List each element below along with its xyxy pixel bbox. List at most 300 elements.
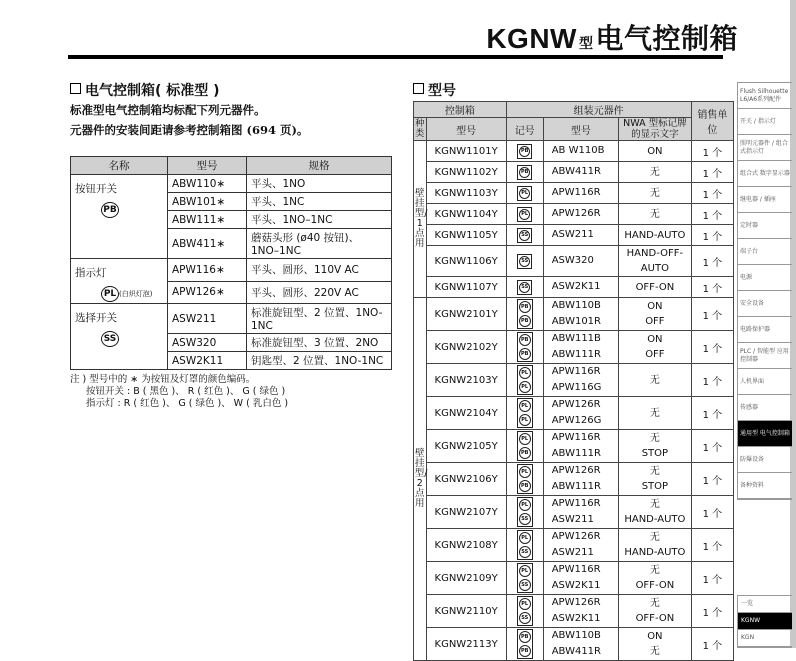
part-cell bbox=[543, 496, 618, 529]
unit-cell: 1 个 bbox=[691, 562, 733, 595]
group-name-cell bbox=[71, 175, 168, 259]
head-category: 种类 bbox=[415, 119, 425, 139]
sidebar-item[interactable]: 继电器 / 插座 bbox=[738, 187, 792, 213]
symbol-pb-icon: PB bbox=[519, 315, 531, 327]
part-model: APW126R bbox=[551, 399, 601, 410]
spec-cell: 标准旋钮型、3 位置、2NO bbox=[247, 334, 392, 352]
model-cell: ASW2K11 bbox=[168, 352, 247, 370]
display-text: STOP bbox=[641, 481, 669, 492]
sidebar-item[interactable]: 定时器 bbox=[738, 213, 792, 239]
symbol-cell bbox=[506, 628, 543, 661]
part-cell bbox=[543, 277, 618, 298]
symbol-wrap bbox=[101, 331, 163, 347]
spec-cell: 平头、1NC bbox=[247, 193, 392, 211]
model-cell: APW116∗ bbox=[168, 259, 247, 282]
note-line: 指示灯 : R ( 红色 )、 G ( 绿色 )、 W ( 乳白色 ) bbox=[86, 398, 289, 409]
part-cell bbox=[543, 225, 618, 246]
models-title-text: 型号 bbox=[428, 83, 456, 99]
symbol-pb-icon: PB bbox=[519, 334, 531, 346]
symbol-cell bbox=[506, 364, 543, 397]
part-model: ABW411R bbox=[551, 646, 601, 657]
part-model: ASW2K11 bbox=[551, 613, 601, 624]
symbol-pb-icon: PB bbox=[519, 645, 531, 657]
display-text-cell bbox=[619, 204, 692, 225]
table-row bbox=[414, 496, 734, 529]
table-row bbox=[414, 562, 734, 595]
symbol-pb-icon: PB bbox=[519, 146, 530, 157]
unit-cell: 1 个 bbox=[691, 331, 733, 364]
display-text-cell bbox=[619, 496, 692, 529]
symbol-stack bbox=[517, 530, 533, 560]
unit-cell: 1 个 bbox=[691, 225, 733, 246]
table-row bbox=[414, 628, 734, 661]
symbol-pl-icon: PL bbox=[519, 499, 531, 511]
unit-cell: 1 个 bbox=[691, 430, 733, 463]
model-cell: ABW110∗ bbox=[168, 175, 247, 193]
unit-cell: 1 个 bbox=[691, 463, 733, 496]
unit-cell: 1 个 bbox=[691, 529, 733, 562]
model-cell: KGNW2109Y bbox=[426, 562, 506, 595]
standard-section bbox=[70, 82, 390, 410]
symbol-pl-icon: PL bbox=[519, 209, 530, 220]
display-text: 无 bbox=[649, 407, 660, 419]
display-text: OFF bbox=[645, 316, 665, 327]
category-cell bbox=[414, 141, 427, 298]
part-model: APW116R bbox=[551, 187, 601, 198]
model-cell: ABW111∗ bbox=[168, 211, 247, 229]
symbol-note: (白炽灯泡) bbox=[119, 290, 153, 298]
model-cell: KGNW1106Y bbox=[426, 246, 506, 277]
unit-cell: 1 个 bbox=[691, 364, 733, 397]
symbol-pb-icon: PB bbox=[519, 301, 531, 313]
symbol-pl-icon: PL bbox=[519, 565, 531, 577]
model-cell: KGNW2108Y bbox=[426, 529, 506, 562]
display-text: OFF bbox=[645, 349, 665, 360]
display-text-cell bbox=[619, 595, 692, 628]
symbol-stack bbox=[517, 464, 533, 494]
symbol-cell bbox=[506, 595, 543, 628]
display-text: 无 bbox=[649, 598, 660, 609]
part-cell bbox=[543, 162, 618, 183]
part-cell bbox=[543, 364, 618, 397]
unit-cell: 1 个 bbox=[691, 628, 733, 661]
symbol-stack bbox=[517, 563, 533, 593]
symbol-pb-icon: PB bbox=[519, 167, 530, 178]
symbol-cell bbox=[506, 298, 543, 331]
part-model: APW116R bbox=[551, 432, 601, 443]
model-cell: KGNW2104Y bbox=[426, 397, 506, 430]
standard-para-1: 标准型电气控制箱均标配下列元器件。 bbox=[70, 103, 266, 117]
symbol-ss-icon: SS bbox=[519, 282, 530, 293]
part-model: ABW111R bbox=[551, 448, 601, 459]
standard-section-title bbox=[70, 82, 390, 100]
model-cell: KGNW2105Y bbox=[426, 430, 506, 463]
sidebar-item[interactable]: 备种资料 bbox=[738, 473, 792, 499]
symbol-pl-icon: PL bbox=[519, 433, 531, 445]
spec-cell: 平头、圆形、220V AC bbox=[247, 281, 392, 304]
unit-cell: 1 个 bbox=[691, 204, 733, 225]
part-cell bbox=[543, 529, 618, 562]
symbol-stack bbox=[517, 497, 533, 527]
sidebar-item[interactable]: 电路保护器 bbox=[738, 317, 792, 343]
title-main: KGNW bbox=[486, 23, 577, 54]
symbol-cell bbox=[506, 463, 543, 496]
spec-cell: 平头、圆形、110V AC bbox=[247, 259, 392, 282]
sidebar-subitem[interactable]: 一览 bbox=[738, 596, 792, 613]
sidebar-item[interactable]: 人机界面 bbox=[738, 369, 792, 395]
table-row bbox=[414, 204, 734, 225]
display-text-cell bbox=[619, 225, 692, 246]
display-text: 无 bbox=[649, 208, 660, 220]
display-text-cell bbox=[619, 397, 692, 430]
symbol-ss-icon: SS bbox=[101, 331, 119, 347]
standard-para-2: 元器件的安装间距请参考控制箱图 (694 页)。 bbox=[70, 123, 309, 137]
symbol-box bbox=[517, 280, 532, 295]
table-row bbox=[414, 246, 734, 277]
model-cell: ASW320 bbox=[168, 334, 247, 352]
models-section-title bbox=[413, 82, 735, 100]
display-text: 无 bbox=[649, 466, 660, 477]
symbol-stack bbox=[517, 299, 533, 329]
part-model: APW116G bbox=[551, 382, 602, 393]
symbol-cell bbox=[506, 529, 543, 562]
part-model: APW126G bbox=[551, 415, 602, 426]
symbol-pl-icon: PL bbox=[519, 188, 530, 199]
part-model: ASW2K11 bbox=[551, 281, 601, 292]
head-unit: 销售单位 bbox=[691, 102, 733, 141]
display-text: OFF-ON bbox=[635, 580, 675, 591]
group-name: 选择开关 bbox=[75, 312, 117, 324]
part-cell bbox=[543, 246, 618, 277]
part-model: APW126R bbox=[551, 597, 601, 608]
display-text: ON bbox=[647, 145, 663, 157]
sidebar-item[interactable]: PLC / 智能型 应用控制器 bbox=[738, 343, 792, 369]
part-cell bbox=[543, 463, 618, 496]
symbol-pb-icon: PB bbox=[519, 447, 531, 459]
display-text-cell bbox=[619, 183, 692, 204]
symbol-box bbox=[517, 144, 532, 159]
unit-cell: 1 个 bbox=[691, 141, 733, 162]
display-text: 无 bbox=[649, 166, 660, 178]
symbol-pb-icon: PB bbox=[519, 348, 531, 360]
model-cell: KGNW2106Y bbox=[426, 463, 506, 496]
part-model: ASW320 bbox=[551, 255, 594, 266]
symbol-cell bbox=[506, 496, 543, 529]
part-model: ABW111R bbox=[551, 349, 601, 360]
symbol-cell bbox=[506, 183, 543, 204]
spec-cell: 平头、1NO–1NC bbox=[247, 211, 392, 229]
sidebar-subitem[interactable]: KGNW bbox=[738, 613, 792, 630]
table-row bbox=[414, 162, 734, 183]
display-text: ON bbox=[647, 631, 663, 642]
table-row bbox=[71, 259, 392, 282]
table-row bbox=[414, 225, 734, 246]
table-row bbox=[414, 298, 734, 331]
model-cell: KGNW1102Y bbox=[426, 162, 506, 183]
display-text-cell bbox=[619, 141, 692, 162]
group-name: 指示灯 bbox=[75, 267, 107, 279]
part-model: APW116R bbox=[551, 564, 601, 575]
symbol-pl-icon: PL bbox=[519, 400, 531, 412]
category-label: 壁挂型/1点用 bbox=[414, 188, 428, 249]
spec-cell: 标准旋钮型、2 位置、1NO-1NC bbox=[247, 304, 392, 334]
symbol-pl-icon: PL bbox=[519, 532, 531, 544]
symbol-cell bbox=[506, 397, 543, 430]
display-text-cell bbox=[619, 331, 692, 364]
part-model: ABW111B bbox=[551, 333, 601, 344]
display-text-cell bbox=[619, 246, 692, 277]
display-text: 无 bbox=[649, 374, 660, 386]
part-model: ASW2K11 bbox=[551, 580, 601, 591]
symbol-cell bbox=[506, 225, 543, 246]
sidebar-item[interactable]: 通用型 电气控制箱 bbox=[738, 421, 792, 447]
note-line: 注 ) 型号中的 ∗ 为按钮及灯罩的颜色编码。 bbox=[70, 374, 256, 385]
category-label: 壁挂型/2点用 bbox=[414, 448, 428, 509]
head-components: 组装元器件 bbox=[506, 102, 691, 118]
sidebar-subitem[interactable]: KGN bbox=[738, 630, 792, 647]
symbol-cell bbox=[506, 430, 543, 463]
part-cell bbox=[543, 141, 618, 162]
head-nwa: NWA 型标记牌的显示文字 bbox=[619, 118, 692, 141]
table-row bbox=[414, 331, 734, 364]
symbol-pl-icon: PL bbox=[519, 367, 531, 379]
sidebar-nav bbox=[737, 82, 792, 500]
table-row bbox=[71, 304, 392, 334]
model-cell: KGNW1105Y bbox=[426, 225, 506, 246]
symbol-cell bbox=[506, 277, 543, 298]
symbol-ss-icon: SS bbox=[519, 230, 530, 241]
sidebar-item[interactable]: Flush Silhouette L6/A6系列配件 bbox=[738, 83, 792, 109]
display-text: OFF-ON bbox=[635, 613, 675, 624]
display-text: ON bbox=[647, 301, 663, 312]
col-model: 型号 bbox=[168, 157, 247, 175]
head-symbol: 记号 bbox=[506, 118, 543, 141]
unit-cell: 1 个 bbox=[691, 183, 733, 204]
title-small: 型 bbox=[578, 35, 594, 51]
symbol-pl-icon: PL bbox=[519, 598, 531, 610]
part-model: ABW110B bbox=[551, 630, 601, 641]
symbol-pb-icon: PB bbox=[519, 631, 531, 643]
model-cell: KGNW2103Y bbox=[426, 364, 506, 397]
symbol-ss-icon: SS bbox=[519, 612, 531, 624]
note-line: 按钮开关 : B ( 黑色 )、 R ( 红色 )、 G ( 绿色 ) bbox=[86, 386, 286, 397]
symbol-pb-icon: PB bbox=[519, 480, 531, 492]
symbol-cell bbox=[506, 141, 543, 162]
part-model: APW126R bbox=[551, 465, 601, 476]
table-row bbox=[71, 175, 392, 193]
symbol-cell bbox=[506, 246, 543, 277]
group-name-cell bbox=[71, 259, 168, 304]
display-text-cell bbox=[619, 562, 692, 595]
col-name: 名称 bbox=[71, 157, 168, 175]
part-cell bbox=[543, 595, 618, 628]
part-cell bbox=[543, 298, 618, 331]
display-text: HAND-OFF-AUTO bbox=[626, 248, 684, 274]
model-cell: KGNW1107Y bbox=[426, 277, 506, 298]
symbol-pl-icon: PL bbox=[519, 414, 531, 426]
table-row bbox=[414, 277, 734, 298]
checkbox-square-icon bbox=[70, 83, 81, 94]
model-cell: KGNW2101Y bbox=[426, 298, 506, 331]
model-cell: ABW101∗ bbox=[168, 193, 247, 211]
table-row bbox=[414, 595, 734, 628]
part-model: ASW211 bbox=[551, 514, 594, 525]
sidebar-subnav bbox=[737, 595, 792, 648]
display-text: 无 bbox=[649, 565, 660, 576]
symbol-pl-icon: PL bbox=[519, 466, 531, 478]
part-cell bbox=[543, 397, 618, 430]
part-cell bbox=[543, 430, 618, 463]
symbol-wrap bbox=[101, 202, 163, 218]
head-comp-model: 型号 bbox=[543, 118, 618, 141]
symbol-stack bbox=[517, 629, 533, 659]
unit-cell: 1 个 bbox=[691, 298, 733, 331]
unit-cell: 1 个 bbox=[691, 496, 733, 529]
symbol-box bbox=[517, 228, 532, 243]
table-row bbox=[414, 430, 734, 463]
display-text: STOP bbox=[641, 448, 669, 459]
model-cell: KGNW2113Y bbox=[426, 628, 506, 661]
symbol-cell bbox=[506, 204, 543, 225]
display-text: HAND-AUTO bbox=[624, 547, 686, 558]
sidebar-item[interactable]: 开关 / 指示灯 bbox=[738, 109, 792, 135]
table-row bbox=[414, 397, 734, 430]
symbol-box bbox=[517, 186, 532, 201]
display-text: 无 bbox=[649, 532, 660, 543]
display-text-cell bbox=[619, 298, 692, 331]
model-cell: ABW411∗ bbox=[168, 229, 247, 259]
part-model: ABW101R bbox=[551, 316, 601, 327]
display-text-cell bbox=[619, 162, 692, 183]
title-rest: 电气控制箱 bbox=[595, 23, 738, 54]
models-section bbox=[413, 82, 735, 661]
part-cell bbox=[543, 331, 618, 364]
model-cell: APW126∗ bbox=[168, 281, 247, 304]
symbol-stack bbox=[517, 398, 533, 428]
header-rule bbox=[68, 55, 723, 59]
models-table bbox=[413, 101, 734, 661]
part-model: APW126R bbox=[551, 208, 601, 219]
symbol-ss-icon: SS bbox=[519, 546, 531, 558]
model-cell: KGNW1103Y bbox=[426, 183, 506, 204]
model-cell: KGNW2110Y bbox=[426, 595, 506, 628]
part-cell bbox=[543, 628, 618, 661]
unit-cell: 1 个 bbox=[691, 397, 733, 430]
model-cell: KGNW1101Y bbox=[426, 141, 506, 162]
display-text-cell bbox=[619, 364, 692, 397]
display-text-cell bbox=[619, 628, 692, 661]
symbol-box bbox=[517, 254, 532, 269]
col-spec: 规格 bbox=[247, 157, 392, 175]
unit-cell: 1 个 bbox=[691, 595, 733, 628]
symbol-cell bbox=[506, 331, 543, 364]
display-text: OFF-ON bbox=[635, 281, 675, 293]
spec-cell: 平头、1NO bbox=[247, 175, 392, 193]
unit-cell: 1 个 bbox=[691, 277, 733, 298]
checkbox-square-icon bbox=[413, 83, 424, 94]
standard-title-text: 电气控制箱( 标准型 ) bbox=[85, 83, 220, 99]
symbol-pl-icon: PL bbox=[519, 381, 531, 393]
part-cell bbox=[543, 204, 618, 225]
model-cell: ASW211 bbox=[168, 304, 247, 334]
symbol-pl-icon: PL bbox=[101, 286, 119, 302]
sidebar-item[interactable]: 端子台 bbox=[738, 239, 792, 265]
sidebar-item[interactable]: 照明元器件 / 组合式指示灯 bbox=[738, 135, 792, 161]
part-cell bbox=[543, 183, 618, 204]
table-row bbox=[414, 364, 734, 397]
part-model: ASW211 bbox=[551, 547, 594, 558]
display-text-cell bbox=[619, 277, 692, 298]
table-row bbox=[414, 463, 734, 496]
category-cell bbox=[414, 298, 427, 661]
sidebar-item[interactable]: 电源 bbox=[738, 265, 792, 291]
part-model: ASW211 bbox=[551, 229, 594, 240]
group-name-cell bbox=[71, 304, 168, 370]
group-name: 按钮开关 bbox=[75, 183, 117, 195]
part-model: AB W110B bbox=[551, 145, 605, 156]
display-text: 无 bbox=[649, 187, 660, 199]
unit-cell: 1 个 bbox=[691, 162, 733, 183]
symbol-box bbox=[517, 165, 532, 180]
table-row bbox=[414, 183, 734, 204]
display-text: HAND-AUTO bbox=[624, 514, 686, 525]
part-model: APW116R bbox=[551, 498, 601, 509]
symbol-ss-icon: SS bbox=[519, 579, 531, 591]
symbol-wrap bbox=[101, 286, 163, 302]
display-text: ON bbox=[647, 334, 663, 345]
display-text-cell bbox=[619, 529, 692, 562]
display-text: 无 bbox=[649, 433, 660, 444]
display-text: 无 bbox=[649, 499, 660, 510]
display-text: HAND-AUTO bbox=[624, 229, 686, 241]
display-text: 无 bbox=[649, 646, 660, 657]
symbol-cell bbox=[506, 162, 543, 183]
head-model: 型号 bbox=[426, 118, 506, 141]
spec-cell: 蘑菇头形 (ø40 按钮)、1NO–1NC bbox=[247, 229, 392, 259]
notes bbox=[70, 374, 390, 410]
part-model: ABW110B bbox=[551, 300, 601, 311]
symbol-ss-icon: SS bbox=[519, 256, 530, 267]
symbol-stack bbox=[517, 332, 533, 362]
table-row bbox=[414, 529, 734, 562]
model-cell: KGNW2107Y bbox=[426, 496, 506, 529]
unit-cell: 1 个 bbox=[691, 246, 733, 277]
part-model: APW116R bbox=[551, 366, 601, 377]
head-control-box: 控制箱 bbox=[414, 102, 507, 118]
part-cell bbox=[543, 562, 618, 595]
model-cell: KGNW2102Y bbox=[426, 331, 506, 364]
part-model: ABW411R bbox=[551, 166, 601, 177]
standard-table bbox=[70, 156, 392, 370]
part-model: ABW111R bbox=[551, 481, 601, 492]
part-model: APW126R bbox=[551, 531, 601, 542]
symbol-stack bbox=[517, 431, 533, 461]
sidebar-item[interactable]: 传感器 bbox=[738, 395, 792, 421]
symbol-ss-icon: SS bbox=[519, 513, 531, 525]
spec-cell: 钥匙型、2 位置、1NO-1NC bbox=[247, 352, 392, 370]
symbol-stack bbox=[517, 365, 533, 395]
symbol-pb-icon: PB bbox=[101, 202, 119, 218]
table-row bbox=[414, 141, 734, 162]
symbol-stack bbox=[517, 596, 533, 626]
symbol-box bbox=[517, 207, 532, 222]
symbol-cell bbox=[506, 562, 543, 595]
sidebar-item[interactable]: 防爆设备 bbox=[738, 447, 792, 473]
sidebar-item[interactable]: 组合式 数字显示器 bbox=[738, 161, 792, 187]
display-text-cell bbox=[619, 430, 692, 463]
model-cell: KGNW1104Y bbox=[426, 204, 506, 225]
sidebar-item[interactable]: 安全设备 bbox=[738, 291, 792, 317]
